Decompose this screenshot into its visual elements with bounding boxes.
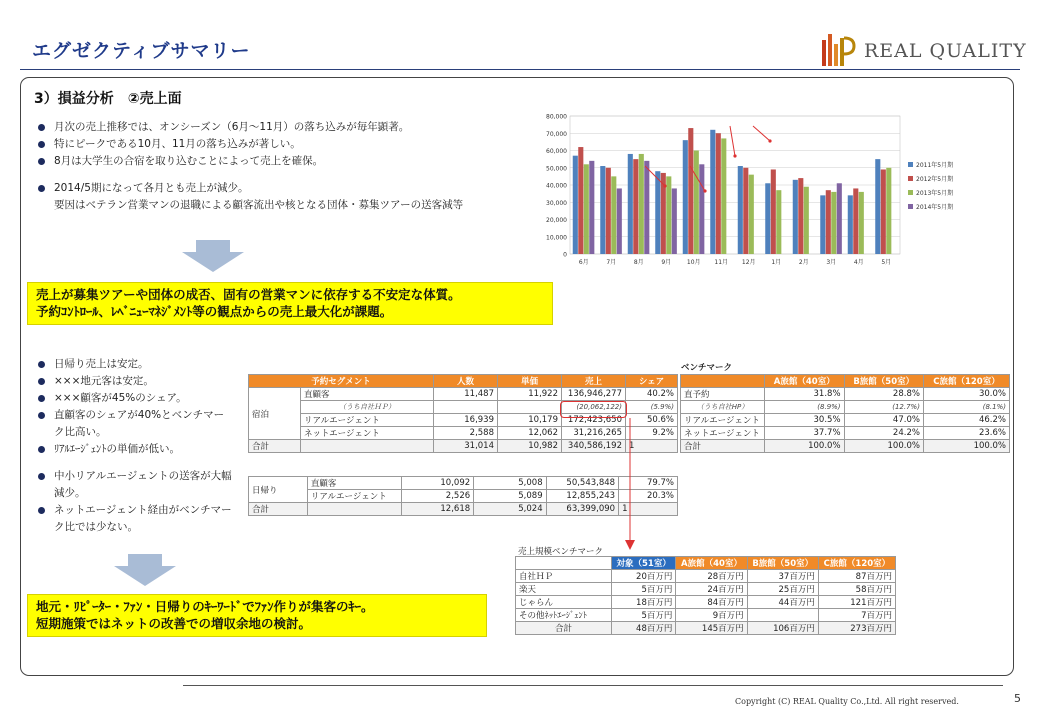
y-tick-label: 80,000 <box>546 113 567 121</box>
y-tick-label: 50,000 <box>546 165 567 173</box>
row-label: 直顧客 <box>307 477 401 490</box>
x-tick-label: 1月 <box>771 259 782 266</box>
connector-arrow-icon <box>622 418 638 552</box>
row-label: 合計 <box>516 622 612 635</box>
annotation-arrow-head <box>703 189 706 192</box>
cell: 5百万円 <box>612 583 676 596</box>
cell: 30.5% <box>765 414 845 427</box>
row-label: 自社ＨＰ <box>516 570 612 583</box>
cell: 2,588 <box>434 427 498 440</box>
legend-label: 2014年5月期 <box>916 204 954 211</box>
cell: 10,982 <box>498 440 562 453</box>
cell: 340,586,192 <box>562 440 626 453</box>
cell: (8.1%) <box>923 401 1009 414</box>
cell: (8.9%) <box>765 401 845 414</box>
bar <box>683 140 688 254</box>
section-title: 3）損益分析 ②売上面 <box>34 91 182 107</box>
legend-swatch <box>908 162 913 167</box>
bar <box>793 180 798 254</box>
bar <box>710 130 715 254</box>
cell <box>747 609 818 622</box>
cell: 24百万円 <box>676 583 747 596</box>
x-tick-label: 7月 <box>606 259 617 266</box>
col-header: C旅館（120室） <box>818 557 895 570</box>
annotation-arrow-head <box>663 184 666 187</box>
y-tick-label: 40,000 <box>546 182 567 190</box>
cell: 63,399,090 <box>546 503 618 516</box>
bar <box>589 161 594 254</box>
copyright-text: Copyright (C) REAL Quality Co.,Ltd. All right reserved. <box>735 697 959 706</box>
bullet-item: 月次の売上推移では、オンシーズン（6月～11月）の落ち込みが毎年顕著。 <box>34 119 534 136</box>
cell: 37百万円 <box>747 570 818 583</box>
row-label: 合計 <box>249 503 308 516</box>
cell: 37.7% <box>765 427 845 440</box>
col-header <box>681 375 765 388</box>
bar <box>831 192 836 254</box>
table-total-row <box>516 622 896 635</box>
bar <box>859 192 864 254</box>
bar <box>694 151 699 255</box>
cell: 5百万円 <box>612 609 676 622</box>
highlight-line: 予約ｺﾝﾄﾛｰﾙ、ﾚﾍﾞﾆｭｰﾏﾈｼﾞﾒﾝﾄ等の観点からの売上最大化が課題。 <box>36 304 393 319</box>
bar <box>628 154 633 254</box>
legend-swatch <box>908 176 913 181</box>
cell: 23.6% <box>923 427 1009 440</box>
cell: 16,939 <box>434 414 498 427</box>
cell: 50.6% <box>626 414 678 427</box>
highlight-line: 短期施策ではネットの改善での増収余地の検討。 <box>36 616 312 631</box>
cell: 20.3% <box>619 490 678 503</box>
x-tick-label: 10月 <box>686 259 701 266</box>
x-tick-label: 12月 <box>741 259 756 266</box>
bar <box>798 178 803 254</box>
legend-label: 2011年5月期 <box>916 162 954 169</box>
cell: 5,008 <box>474 477 546 490</box>
cell <box>434 401 498 414</box>
legend-label: 2013年5月期 <box>916 190 954 197</box>
row-label: 直予約 <box>681 388 765 401</box>
bullet-item: 日帰り売上は安定。 <box>34 356 234 373</box>
cell: 12,618 <box>401 503 473 516</box>
x-tick-label: 2月 <box>798 259 809 266</box>
bar <box>584 164 589 254</box>
cell: 5,024 <box>474 503 546 516</box>
highlight-line: 地元・ﾘﾋﾟｰﾀｰ・ﾌｧﾝ・日帰りのｷｰﾜｰﾄﾞでﾌｧﾝ作りが集客のｷｰ。 <box>36 599 374 614</box>
table-row <box>681 414 1010 427</box>
bullet-item: ×××地元客は安定。 <box>34 373 234 390</box>
bullet-continuation: 要因はベテラン営業マンの退職による顧客流出や核となる団体・募集ツアーの送客減等 <box>54 199 464 211</box>
legend-label: 2012年5月期 <box>916 176 954 183</box>
cell <box>307 503 401 516</box>
bar <box>853 188 858 254</box>
logo-mark-icon <box>820 30 860 68</box>
day-trip-table <box>248 476 678 516</box>
row-label: （うち自社HP） <box>681 401 765 414</box>
down-arrow-icon <box>182 240 244 272</box>
cell: 1 <box>619 503 678 516</box>
bullet-list-bottom <box>34 356 234 536</box>
x-tick-label: 4月 <box>853 259 864 266</box>
bar <box>804 187 809 254</box>
cell: 9百万円 <box>676 609 747 622</box>
cell: 50,543,848 <box>546 477 618 490</box>
table-row <box>249 388 678 401</box>
cell: 31,014 <box>434 440 498 453</box>
cell: 106百万円 <box>747 622 818 635</box>
table-row <box>681 427 1010 440</box>
annotation-arrow-head <box>733 154 736 157</box>
legend-swatch <box>908 190 913 195</box>
bar <box>716 133 721 254</box>
bar <box>848 195 853 254</box>
cell: 58百万円 <box>818 583 895 596</box>
row-label: 合計 <box>681 440 765 453</box>
strategy-highlight <box>27 594 487 637</box>
bar <box>672 188 677 254</box>
cell: 12,855,243 <box>546 490 618 503</box>
page-title: エグゼクティブサマリー <box>32 40 251 62</box>
cell: 30.0% <box>923 388 1009 401</box>
bar <box>655 171 660 254</box>
cell: 145百万円 <box>676 622 747 635</box>
cell: 9.2% <box>626 427 678 440</box>
bullet-item: 中小リアルエージェントの送客が大幅減少。 <box>34 468 234 502</box>
table-row <box>516 596 896 609</box>
col-header <box>516 557 612 570</box>
bullet-item: ×××顧客が45%のシェア。 <box>34 390 234 407</box>
col-header: 対象（51室） <box>612 557 676 570</box>
table-row <box>681 401 1010 414</box>
col-header: 売上 <box>562 375 626 388</box>
cell: (5.9%) <box>626 401 678 414</box>
scale-benchmark-title: 売上規模ベンチマーク <box>518 547 604 557</box>
bar <box>666 176 671 254</box>
monthly-sales-chart <box>536 108 966 276</box>
bullet-item: ﾘｱﾙｴｰｼﾞｪﾝﾄの単価が低い。 <box>34 441 234 458</box>
y-tick-label: 30,000 <box>546 199 567 207</box>
col-header: シェア <box>626 375 678 388</box>
x-tick-label: 3月 <box>826 259 837 266</box>
bar <box>820 195 825 254</box>
cell: 18百万円 <box>612 596 676 609</box>
bar <box>617 188 622 254</box>
cell: 46.2% <box>923 414 1009 427</box>
cell: 12,062 <box>498 427 562 440</box>
cell: 136,946,277 <box>562 388 626 401</box>
bar <box>611 176 616 254</box>
cell: 31.8% <box>765 388 845 401</box>
cell: 100.0% <box>844 440 923 453</box>
bullet-item: 直顧客のシェアが40%とベンチマーク比高い。 <box>34 407 234 441</box>
table-row <box>516 583 896 596</box>
x-tick-label: 5月 <box>881 259 892 266</box>
col-header: 人数 <box>434 375 498 388</box>
cell: 79.7% <box>619 477 678 490</box>
row-label: 直顧客 <box>301 388 434 401</box>
cell: (12.7%) <box>844 401 923 414</box>
title-divider <box>20 69 1020 70</box>
bar <box>721 138 726 254</box>
group-label: 日帰り <box>249 477 308 503</box>
x-tick-label: 11月 <box>714 259 729 266</box>
highlight-box <box>560 401 627 418</box>
bullet-list-top <box>34 119 534 214</box>
cell: 84百万円 <box>676 596 747 609</box>
cell: 2,526 <box>401 490 473 503</box>
bar <box>738 166 743 254</box>
cell: 11,922 <box>498 388 562 401</box>
cell: 25百万円 <box>747 583 818 596</box>
cell: 1 <box>626 440 678 453</box>
bar <box>875 159 880 254</box>
row-label: リアルエージェント <box>301 414 434 427</box>
cell: 48百万円 <box>612 622 676 635</box>
bar <box>578 147 583 254</box>
benchmark-table <box>680 374 1010 453</box>
cell: 20百万円 <box>612 570 676 583</box>
y-tick-label: 10,000 <box>546 234 567 242</box>
bar <box>644 161 649 254</box>
row-label: （うち自社ＨＰ） <box>301 401 434 414</box>
cell: 121百万円 <box>818 596 895 609</box>
bullet-item: 8月は大学生の合宿を取り込むことによって売上を確保。 <box>34 153 534 170</box>
row-label: 合計 <box>249 440 301 453</box>
y-tick-label: 20,000 <box>546 217 567 224</box>
cell: 10,179 <box>498 414 562 427</box>
table-total-row <box>681 440 1010 453</box>
legend-swatch <box>908 204 913 209</box>
bar <box>886 168 891 254</box>
cell: 31,216,265 <box>562 427 626 440</box>
cell: 47.0% <box>844 414 923 427</box>
company-logo <box>820 30 1025 68</box>
col-header: 単価 <box>498 375 562 388</box>
page-number: 5 <box>1014 692 1021 705</box>
bar <box>743 168 748 254</box>
table-row <box>249 427 678 440</box>
sales-scale-benchmark-table <box>515 556 896 635</box>
table-row <box>249 490 678 503</box>
bar <box>776 190 781 254</box>
cell: 100.0% <box>765 440 845 453</box>
bullet-spacer <box>34 170 534 180</box>
table-row <box>681 388 1010 401</box>
cell: 5,089 <box>474 490 546 503</box>
x-tick-label: 8月 <box>633 259 644 266</box>
group-label: 宿泊 <box>249 388 301 440</box>
bar <box>688 128 693 254</box>
bar <box>600 166 605 254</box>
col-header: B旅館（50室） <box>747 557 818 570</box>
cell: 28.8% <box>844 388 923 401</box>
col-header: A旅館（40室） <box>765 375 845 388</box>
bar <box>699 164 704 254</box>
cell: 100.0% <box>923 440 1009 453</box>
bar <box>837 183 842 254</box>
x-tick-label: 9月 <box>661 259 672 266</box>
x-tick-label: 6月 <box>578 259 589 266</box>
table-total-row <box>249 440 678 453</box>
bar <box>633 159 638 254</box>
bullet-item: 特にピークである10月、11月の落ち込みが著しい。 <box>34 136 534 153</box>
bar <box>826 190 831 254</box>
bar <box>765 183 770 254</box>
table-row <box>516 609 896 622</box>
row-label: リアルエージェント <box>681 414 765 427</box>
table-row <box>516 570 896 583</box>
bar <box>573 156 578 254</box>
row-label: じゃらん <box>516 596 612 609</box>
bullet-spacer <box>34 458 234 468</box>
col-header: A旅館（40室） <box>676 557 747 570</box>
row-label: 楽天 <box>516 583 612 596</box>
y-tick-label: 0 <box>563 251 567 259</box>
benchmark-title: ベンチマーク <box>681 363 733 373</box>
cell: 87百万円 <box>818 570 895 583</box>
y-tick-label: 70,000 <box>546 130 567 138</box>
cell <box>498 401 562 414</box>
cell: 28百万円 <box>676 570 747 583</box>
cell: 44百万円 <box>747 596 818 609</box>
logo-text: REAL QUALITY <box>864 40 1027 62</box>
bar <box>771 169 776 254</box>
table-row <box>249 477 678 490</box>
bar <box>749 175 754 254</box>
cell <box>301 440 434 453</box>
highlight-line: 売上が募集ツアーや団体の成否、固有の営業マンに依存する不安定な体質。 <box>36 287 461 302</box>
cell: 24.2% <box>844 427 923 440</box>
bullet-item: ネットエージェント経由がベンチマーク比では少ない。 <box>34 502 234 536</box>
bar <box>881 169 886 254</box>
cell: 10,092 <box>401 477 473 490</box>
row-label: その他ﾈｯﾄｴｰｼﾞｪﾝﾄ <box>516 609 612 622</box>
table-total-row <box>249 503 678 516</box>
bar <box>606 168 611 254</box>
cell: 40.2% <box>626 388 678 401</box>
row-label: リアルエージェント <box>307 490 401 503</box>
footer-divider <box>183 685 1003 686</box>
bar <box>639 154 644 254</box>
y-tick-label: 60,000 <box>546 148 567 155</box>
row-label: ネットエージェント <box>301 427 434 440</box>
key-finding-highlight <box>27 282 553 325</box>
col-header: C旅館（120室） <box>923 375 1009 388</box>
down-arrow-icon <box>114 554 176 586</box>
row-label: ネットエージェント <box>681 427 765 440</box>
col-header: B旅館（50室） <box>844 375 923 388</box>
col-header: 予約セグメント <box>249 375 434 388</box>
cell: 11,487 <box>434 388 498 401</box>
cell: (20,062,122) <box>562 401 626 414</box>
cell: 172,423,650 <box>562 414 626 427</box>
annotation-arrow-head <box>768 139 771 142</box>
bullet-item: 2014/5期になって各月とも売上が減少。 <box>34 180 534 197</box>
cell: 273百万円 <box>818 622 895 635</box>
cell: 7百万円 <box>818 609 895 622</box>
